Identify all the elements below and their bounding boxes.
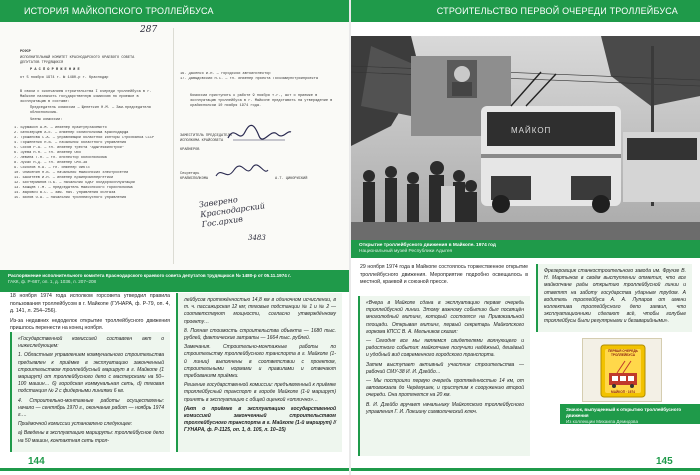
left-body-p2: Из-за недавних недоделок открытие троллейбусного движения пришлось перенести на конец ноября. <box>10 317 170 331</box>
middle-quote-box <box>176 293 342 452</box>
right-quote-p4: — Мы построили первую очередь протяжённостью 14 км, от автовокзала до Черёмушек, и приступим к сооружению второй очереди. Она протянется на 20 км. <box>366 378 524 399</box>
document-stamp: РСФСР <box>20 50 31 54</box>
badge-text-bottom: МАЙКОП · 1974 <box>611 390 635 394</box>
left-quote-p3: Приёмочной комиссии установлено следующее: <box>18 421 133 428</box>
document-member-row: 15. Волов О.А. — начальник троллейбусного управления <box>14 196 127 200</box>
document-member-row: 8. Лукас Н.Д. — гл. инженер СМП-38 <box>14 161 88 165</box>
signature-2 <box>212 162 272 184</box>
document-member-row: 3. Трошинова С.А. — управляющий областной конторы Стройбанка СССР <box>14 136 155 140</box>
right-quote-p3: Затем выступает активный участник строительства — рабочий СМУ-38 И. И. Дзейбо… <box>366 361 524 375</box>
document-member-row: 10. Оликенин Н.В. — начальник Майкопских электросетей <box>14 171 129 175</box>
left-page-number: 144 <box>28 456 45 467</box>
left-body-text <box>10 293 170 335</box>
document-member-row: 2. Белозерцев А.Е. — инженер облисполкома Краснодарфа <box>14 131 129 135</box>
document-secretary-title: Секретарь <box>180 172 200 176</box>
document-member-row: 11. Бакитеев И.Н. — инженер Крайпромэнергетики <box>14 176 114 180</box>
handwritten-note: Заверено Краснодарский Гос.архив <box>198 194 266 230</box>
document-signer-name: КРАЙНЕРОВ <box>180 148 200 152</box>
left-header-title: ИСТОРИЯ МАЙКОПСКОГО ТРОЛЛЕЙБУСА <box>24 6 214 16</box>
badge-text-top: ПЕРВАЯ ОЧЕРЕДЬ ТРОЛЛЕЙБУСА <box>608 349 638 357</box>
middle-quote-p3: Замечания. Строительно-монтажные работы по строительству троллейбусного транспорта в г. Майкопе (1-й линии) выполнены в соответствии с проектом, строительными нормами и правилами и отвечают требованиям приёмки. <box>184 344 336 380</box>
handwritten-number: 287 <box>140 25 158 35</box>
right-quote-box <box>358 296 530 456</box>
document-secretary-org: КРАЙИСПОЛКОМА <box>180 177 209 181</box>
document-caption-source: ГАКК, ф. Р-687, оп. 1, д. 1036, л. 207–208 <box>8 279 97 284</box>
left-quote-box <box>10 332 170 452</box>
far-right-quote-box <box>536 264 692 332</box>
left-body-p1: 18 ноября 1974 года исполком горсовета утвердил правила пользования троллейбусом в г. Майкопе (ГУНАРА, ф. Р-79, оп. 4, д. 141, л. 254–256). <box>10 293 170 314</box>
left-bottom-rule <box>0 468 349 471</box>
document-caption-title: Распоряжение исполнительного комитета Краснодарского краевого совета депутатов трудящихся № 1480-р от 05.11.1974 г. <box>8 273 291 278</box>
left-page-header <box>0 0 350 22</box>
document-secretary-name: А.Т. ЦИКОРИСКИЙ <box>275 177 308 181</box>
right-page-header <box>350 0 700 22</box>
trolleybus-opening-photo <box>351 36 700 240</box>
document-member-row: 12. Бостерманов П.Б. — начальник ОДКУ облдорэксплуатации <box>14 181 135 185</box>
badge-caption-title: Значок, выпущенный к открытию троллейбусного движения <box>566 407 682 418</box>
document-members-continued <box>180 72 340 82</box>
right-page-number: 145 <box>656 456 673 467</box>
right-bottom-rule <box>351 468 700 471</box>
document-member-row: 14. Жарович В.С. — зам. нач. управления облгаза <box>14 191 116 195</box>
handwritten-archive-number: 3483 <box>248 234 266 242</box>
badge-photo <box>582 338 662 402</box>
photo-illustration <box>351 36 700 240</box>
badge-caption <box>560 404 700 424</box>
middle-quote-citation: (Акт о приёмке в эксплуатацию государственной комиссией законченный строительством троллейбусного транспорта в г. Майкопе (1-й маршрут) // ГУНАРА, ф. Р-1125, оп. 1, д. 105, л. 10–15) <box>184 405 336 434</box>
left-quote-p1: 1. Областным управлением коммунального строительства предъявлен к приёмке в эксплуатацию законченный строительством троллейбусный маршрут в г. Майкопе (1 маршрут) от троллейбусного депо с мастерскими на 50–100 машин… 6) городская коммунальная сеть, d) тяговая подстанция № 2 с фидерными линиями 6 кв. <box>18 352 164 395</box>
document-order-title: Р А С П О Р Я Ж Е Н И Е <box>30 68 80 72</box>
document-member-row: 1. Бурмакин А.М. — инженер Крайтупрзаземсто <box>14 126 107 130</box>
document-signer-title: ЗАМЕСТИТЕЛЬ ПРЕДСЕДАТЕЛЯ ИСПОЛКОМА КРАЙСОВЕТА <box>180 134 232 143</box>
document-chair: Председатель комиссии — Щепеткин Н.М. — Зам.председателя облисполкома. <box>30 106 151 115</box>
document-member-row: 13. Кошцев Г.М. — председатель Майкопского горисполкома <box>14 186 133 190</box>
photo-caption <box>351 240 700 258</box>
right-body-p1: 29 ноября 1974 года в Майкопе состоялось торжественное открытие троллейбусного движения. Мероприятие подробно освещалось в местной, краевой и союзной прессе. <box>360 264 528 285</box>
document-right-text: Комиссии приступить к работе 9 ноября т.г., акт о приемке в эксплуатацию троллейбуса в г. Майкопе представить на утверждение в крайисполком 10 ноября 1974 года. <box>190 94 333 108</box>
right-quote-p5: В. И. Дзейбо вручает начальнику Майкопского троллейбусного управления Г. И. Локшину символический ключ. <box>366 401 524 415</box>
archival-document-scan <box>0 22 349 270</box>
document-member-row: 7. Левина Т.Н. — гл. инспектор облисполкома <box>14 156 107 160</box>
photo-caption-source: Национальный музей Республики Адыгея <box>359 249 453 254</box>
middle-quote-p4: Решение государственной комиссии: предъявленный к приёмке троллейбусный транспорт в городе Майкопе (1-й маршрут) принять в эксплуатацию с общей оценкой «отлично»… <box>184 382 336 403</box>
photo-destination-sign: МАЙКОП <box>511 126 552 135</box>
document-member-row: 16. Дакенко И.Н. — городской автоинспектор <box>180 72 271 76</box>
right-body-text <box>360 264 528 289</box>
document-caption <box>0 270 349 292</box>
document-members-heading: Члены комиссии: <box>30 118 63 122</box>
middle-quote-p2: 8. Полная стоимость строительства объекта — 1680 тыс. рублей, фактические затраты — 1664 тыс. рублей. <box>184 327 336 342</box>
right-quote-p1: «Вчера в Майкопе сдана в эксплуатацию первая очередь троллейбусной линии. Этому важному событию был посвящён многолюдный митинг, который состоялся на Привокзальной площади. Открывая митинг, первый секретарь Майкопского горкома КПСС В. А. Мельников сказал: <box>366 300 524 335</box>
photo-caption-title: Открытие троллейбусного движения в Майкопе. 1974 год <box>359 243 496 248</box>
document-committee: ИСПОЛНИТЕЛЬНЫЙ КОМИТЕТ КРАСНОДАРСКОГО КРАЕВОГО СОВЕТА ДЕПУТАТОВ ТРУДЯЩИХСЯ <box>20 56 135 65</box>
left-quote-intro: «Государственной комиссией составлен акт о нижеследующем: <box>18 336 164 350</box>
far-right-quote-p1: Фрезеровщик станкостроительного завода им. Фрунзе В. Н. Мартынов в своём выступлении отметил, что все майкопчане рады открытию троллейбусной линии и ответят на заботу государства ударным трудом. А водитель троллейбуса А. А. Лупаров от имени коллектива троллейбусного депо заявил, что эксплуатационники сделают всё, чтобы голубые троллейбусы были регулярными и безаварийными». <box>544 268 686 325</box>
document-order-date: от 5 ноября 1974 г. № 1480-р г. Краснодар <box>20 76 109 80</box>
right-quote-p2: — Сегодня все мы являемся свидетелями волнующего и радостного события: майкопчане получили надёжный, дешёвый и удобный вид современного городского транспорта. <box>366 338 524 359</box>
left-quote-p4: а) Введены в эксплуатацию маршруты: троллейбусное депо на 50 машин, контактная сеть трол- <box>18 430 164 444</box>
document-member-row: 9. Соколов Н.А. — гл. инженер ОИКТЗ <box>14 166 90 170</box>
document-member-row: 4. Горшененко Н.В. — начальник областного управления <box>14 141 127 145</box>
document-member-row: 17. Давыдовский Н.С. — гл. инженер проекта Госкоммунстройпроекта <box>180 77 319 81</box>
left-quote-p2: 4. Строительно-монтажные работы осуществлены: начало — сентябрь 1970 г., окончание работ — ноябрь 1974 г.… <box>18 397 164 419</box>
right-header-title: СТРОИТЕЛЬСТВО ПЕРВОЙ ОЧЕРЕДИ ТРОЛЛЕЙБУСА <box>436 6 678 16</box>
document-member-row: 6. Зуева Н.Н. — гл. инженер ОИП <box>14 151 81 155</box>
document-member-row: 5. Сосов Р.А. — гл. инженер треста "Адыгеяжилстрой" <box>14 146 124 150</box>
badge-caption-source: Из коллекции Михаила Демидова <box>566 419 639 424</box>
document-members-list <box>14 126 174 201</box>
signature-1 <box>225 122 295 146</box>
document-order-text: В связи с окончанием строительства I очереди троллейбуса в г. Майкопе назначить государственную комиссию по приемке в эксплуатацию в составе: <box>20 90 152 104</box>
middle-quote-p1: лейбусов протяжённостью 14,8 км в одиночном исчислении, в т. ч. пассажирская 12 км; тяговые подстанции № 1 и № 2 — соответствуют мощности, согласно утверждённому проекту… <box>184 297 336 325</box>
